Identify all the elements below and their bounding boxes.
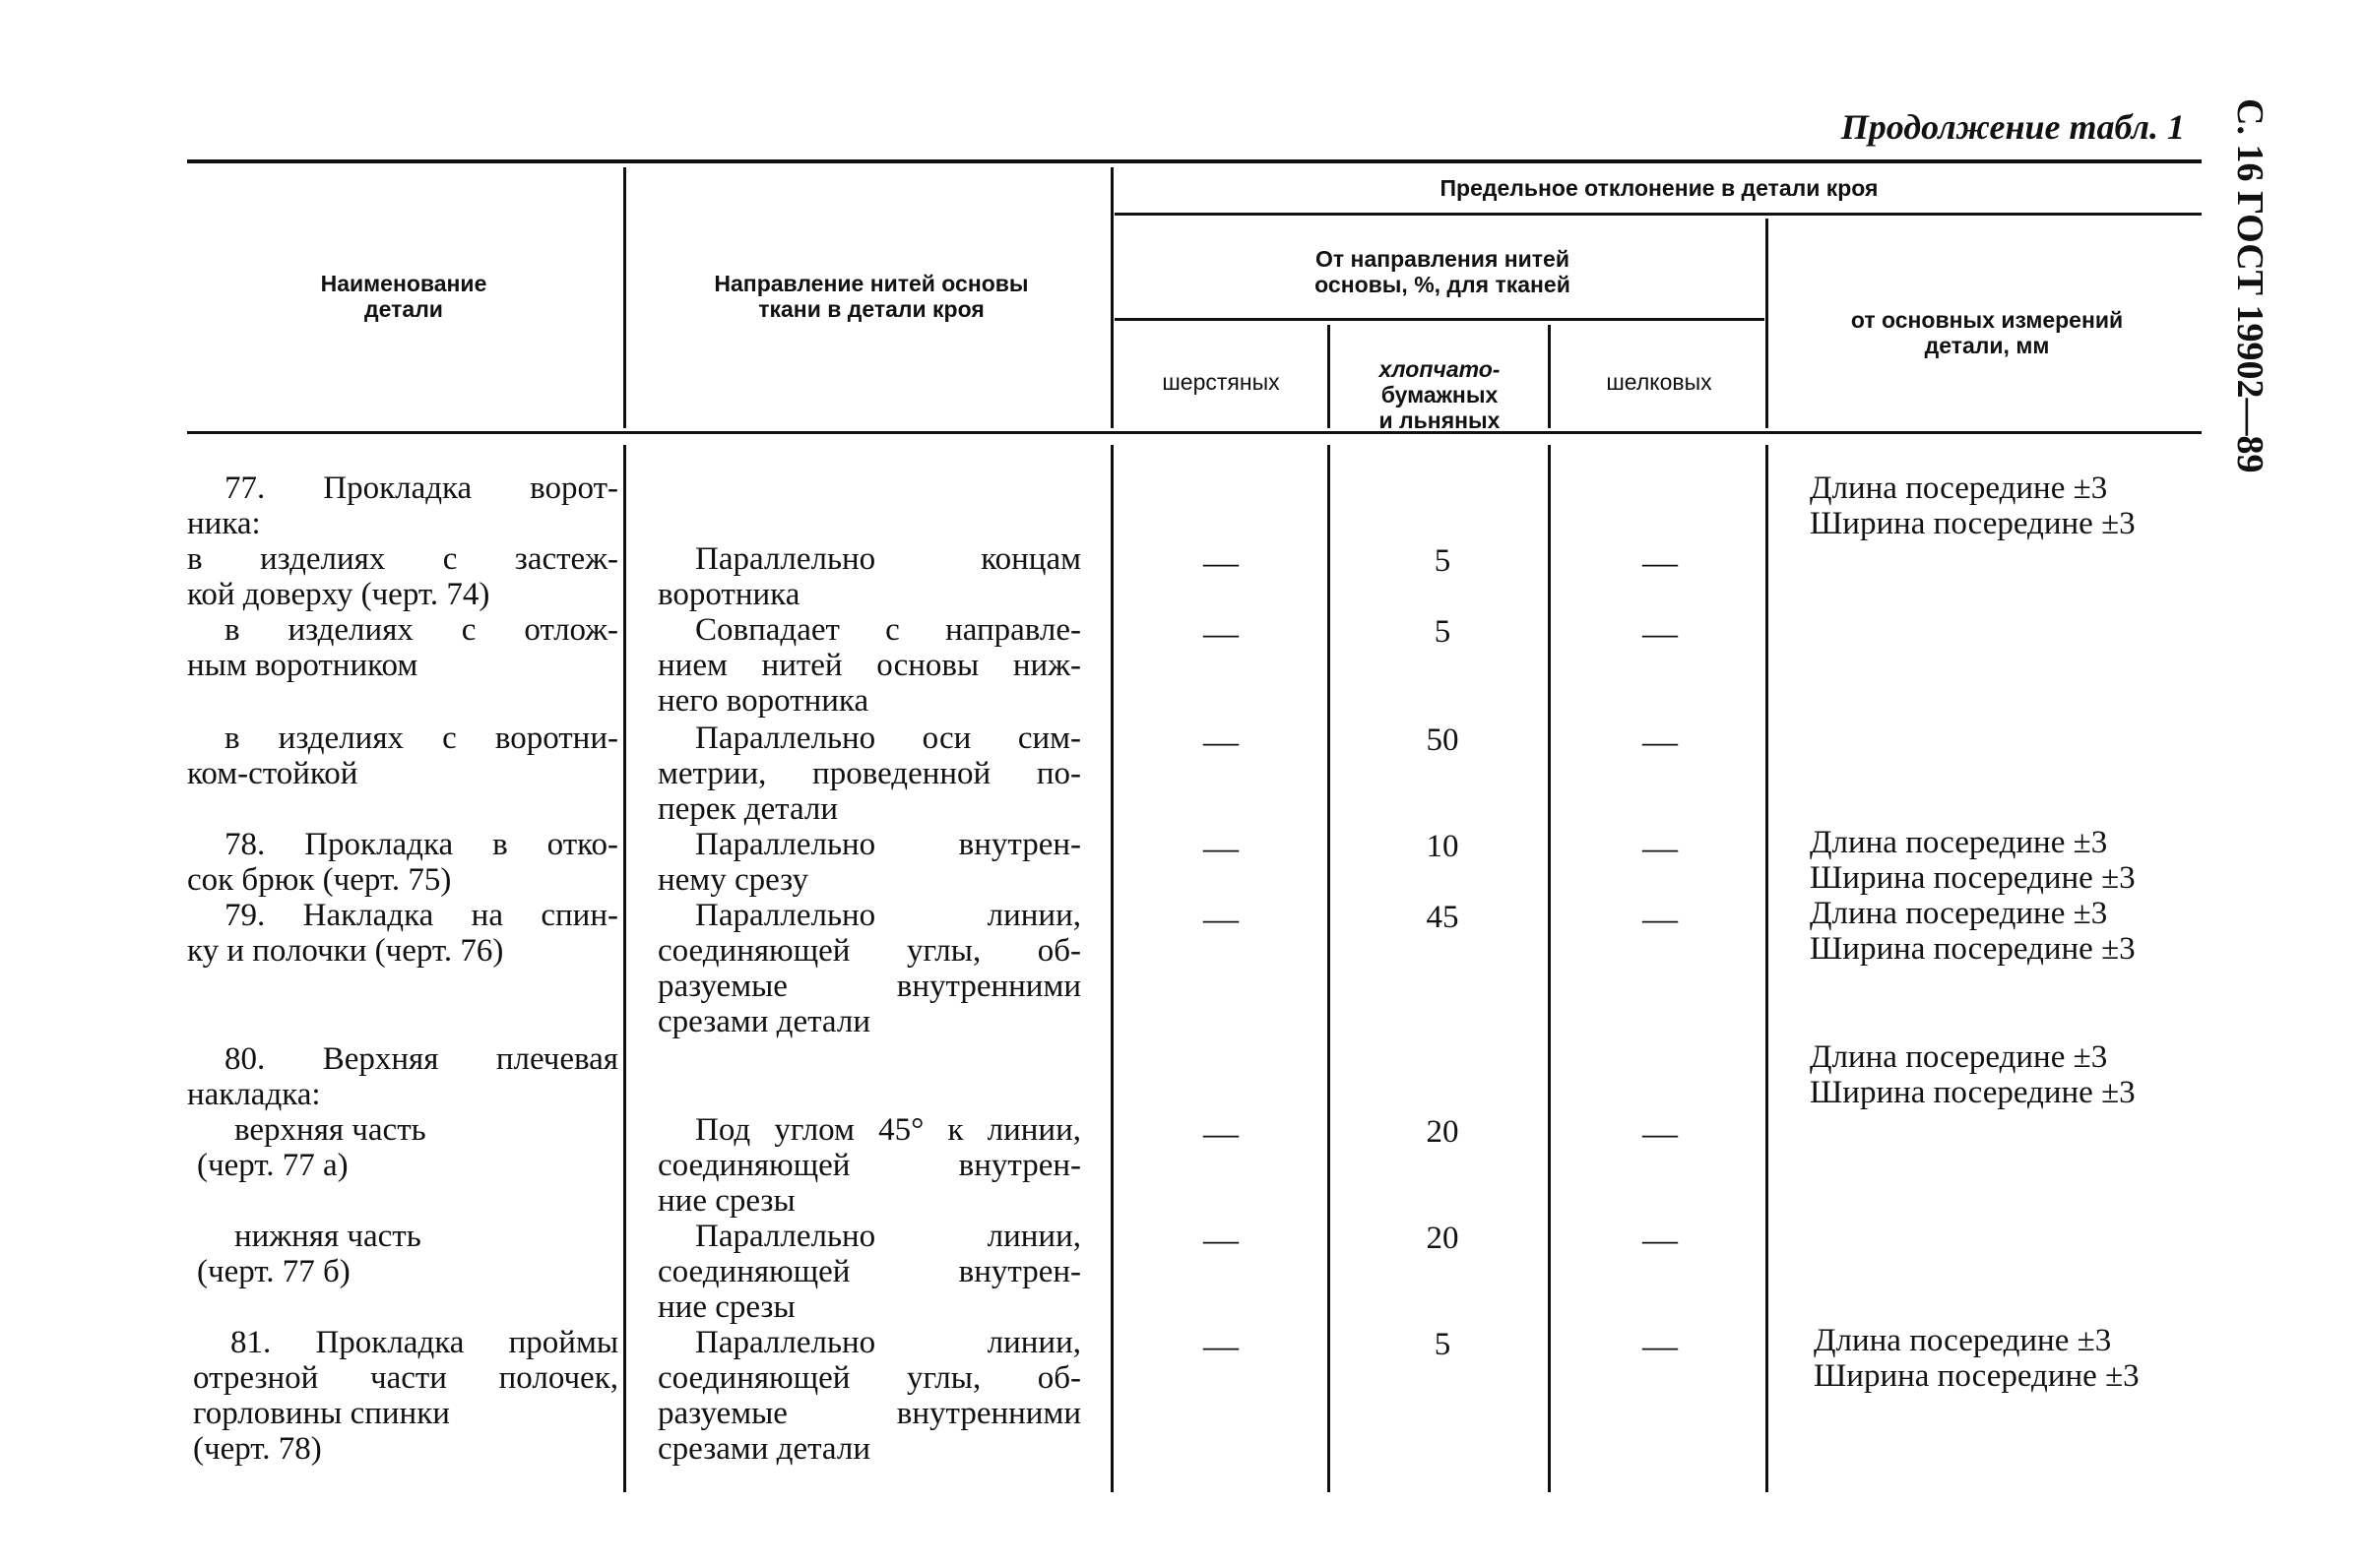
col-divider-1 [623, 167, 626, 428]
header-wool: шерстяных [1162, 369, 1280, 395]
col-divider-4-body [1548, 445, 1551, 1492]
row-77b-direction: Совпадает с направле- нием нитей основы ниж- него воротника [658, 612, 1081, 719]
row-79-silk: — [1642, 899, 1678, 938]
row-78-wool: — [1203, 828, 1239, 867]
row-80-name: 80. Верхняя плечевая накладка: [187, 1041, 618, 1112]
row-80b-cotton: 20 [1426, 1221, 1459, 1256]
row-78-measurements: Длина посередине ±3 Ширина посередине ±3 [1810, 825, 2136, 896]
page-side-header: С. 16 ГОСТ 19902—89 [2229, 98, 2271, 473]
col-divider-4 [1548, 325, 1551, 428]
row-80-measurements: Длина посередине ±3 Ширина посередине ±3 [1810, 1039, 2136, 1110]
row-80b-direction: Параллельно линии, соединяющей внутрен- ние срезы [658, 1219, 1081, 1325]
row-77a-silk: — [1642, 542, 1678, 582]
row-77a-wool: — [1203, 542, 1239, 582]
row-80a-cotton: 20 [1426, 1114, 1459, 1150]
col-divider-2 [1111, 167, 1114, 428]
col-divider-5-body [1765, 445, 1768, 1492]
row-78-name: 78. Прокладка в отко- сок брюк (черт. 75) [187, 827, 618, 898]
row-80b-silk: — [1642, 1220, 1678, 1259]
row-80b-wool: — [1203, 1220, 1239, 1259]
row-78-silk: — [1642, 828, 1678, 867]
row-77c-silk: — [1642, 721, 1678, 761]
row-80a-direction: Под углом 45° к линии, соединяющей внутрен- ние срезы [658, 1112, 1081, 1219]
header-bottom-rule [187, 431, 2202, 434]
row-77a-cotton: 5 [1434, 543, 1451, 579]
row-81-direction: Параллельно линии, соединяющей углы, об- разуемые внутренними срезами детали [658, 1325, 1081, 1467]
row-78-cotton: 10 [1426, 829, 1459, 864]
row-79-direction: Параллельно линии, соединяющей углы, об- разуемые внутренними срезами детали [658, 898, 1081, 1039]
row-77-measurements: Длина посередине ±3 Ширина посередине ±3 [1810, 470, 2136, 541]
row-77b-silk: — [1642, 613, 1678, 653]
row-77c-name: в изделиях с воротни- ком-стойкой [187, 721, 618, 791]
row-77b-cotton: 5 [1434, 614, 1451, 650]
header-name: Наименование детали [320, 271, 487, 322]
row-80a-silk: — [1642, 1113, 1678, 1153]
col-divider-3-body [1327, 445, 1330, 1492]
col-divider-2-body [1111, 445, 1114, 1492]
row-80b-name: нижняя часть (черт. 77 б) [197, 1219, 421, 1289]
header-direction: Направление нитей основы ткани в детали кроя [714, 271, 1029, 322]
row-77c-direction: Параллельно оси сим- метрии, проведенной по- перек детали [658, 721, 1081, 827]
row-81-wool: — [1203, 1326, 1239, 1365]
header-silk: шелковых [1606, 369, 1712, 395]
row-77c-cotton: 50 [1426, 722, 1459, 758]
table-top-rule [187, 159, 2202, 163]
col-divider-1-body [623, 445, 626, 1492]
row-79-measurements: Длина посередине ±3 Ширина посередине ±3 [1810, 896, 2136, 967]
row-81-cotton: 5 [1434, 1327, 1451, 1362]
row-81-name: 81. Прокладка проймы отрезной части полочек, горловины спинки (черт. 78) [193, 1325, 618, 1467]
row-77b-wool: — [1203, 613, 1239, 653]
row-77a-direction: Параллельно концам воротника [658, 541, 1081, 612]
header-limit-deviation: Предельное отклонение в детали кроя [1439, 175, 1879, 201]
table-continuation-title: Продолжение табл. 1 [1840, 107, 2185, 147]
header-measurements: от основных измерений детали, мм [1850, 307, 2124, 358]
row-77c-wool: — [1203, 721, 1239, 761]
col-divider-3 [1327, 325, 1330, 428]
row-79-wool: — [1203, 899, 1239, 938]
row-77-name: 77. Прокладка ворот- ника: [187, 470, 618, 541]
row-77b-name: в изделиях с отлож- ным воротником [187, 612, 618, 683]
row-79-cotton: 45 [1426, 900, 1459, 935]
row-81-silk: — [1642, 1326, 1678, 1365]
col-divider-5 [1765, 219, 1768, 428]
row-81-measurements: Длина посередине ±3 Ширина посередине ±3 [1814, 1323, 2140, 1394]
row-78-direction: Параллельно внутрен- нему срезу [658, 827, 1081, 898]
row-77a-name: в изделиях с застеж- кой доверху (черт. 74) [187, 541, 618, 612]
threads-header-rule [1115, 318, 1764, 321]
limit-header-rule [1115, 213, 2202, 216]
row-80a-wool: — [1203, 1113, 1239, 1153]
row-80a-name: верхняя часть (черт. 77 а) [197, 1112, 426, 1183]
header-cotton: хлопчато- бумажных и льняных [1378, 356, 1501, 433]
header-from-threads: От направления нитей основы, %, для тканей [1314, 246, 1570, 297]
row-79-name: 79. Накладка на спин- ку и полочки (черт. 76) [187, 898, 618, 969]
